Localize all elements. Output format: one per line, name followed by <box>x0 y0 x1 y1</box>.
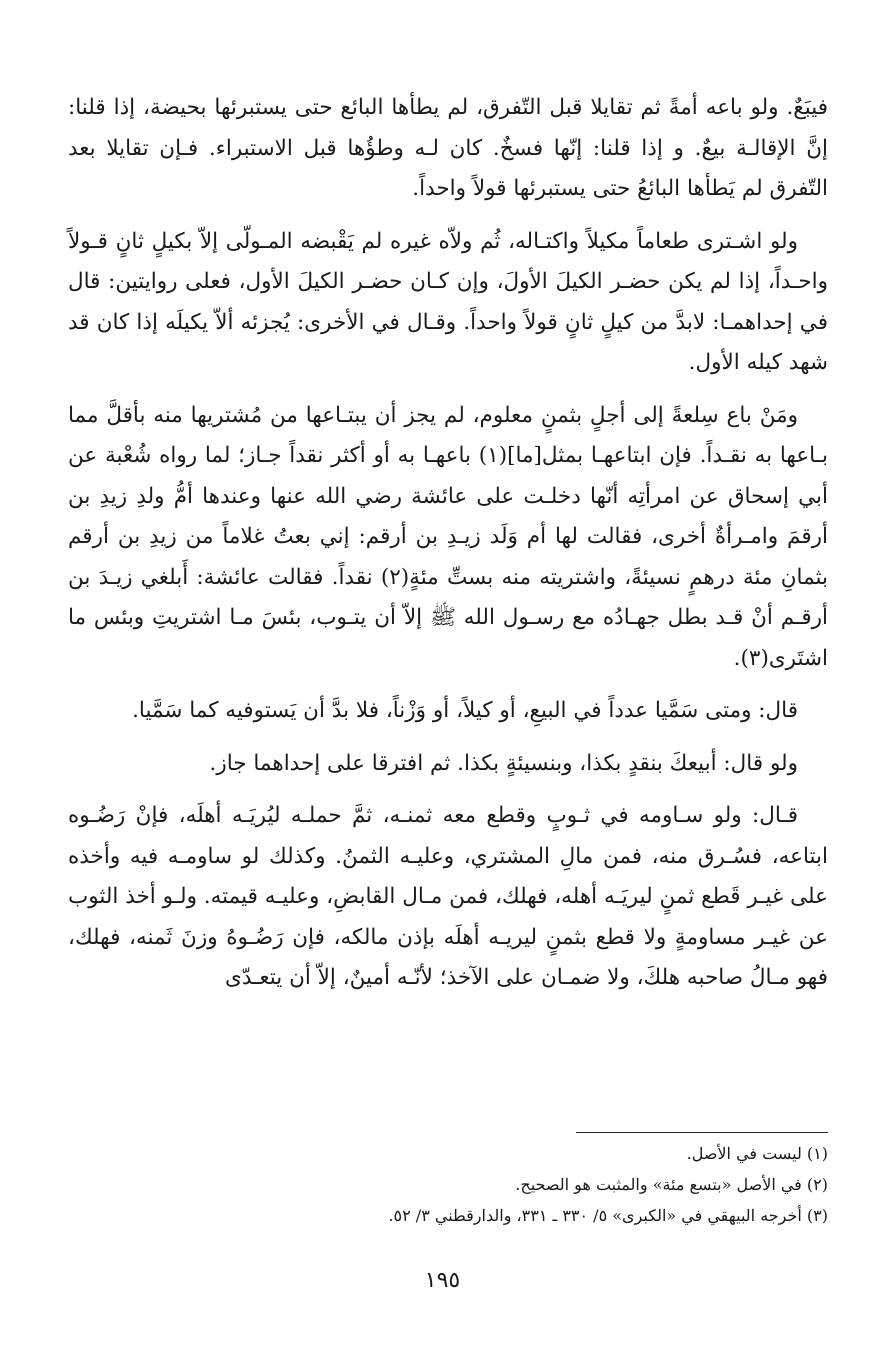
footnote-1: (١) ليست في الأصل. <box>686 1144 828 1163</box>
paragraph-4: قال: ومتى سَمَّيا عدداً في البيعِ، أو كيلاً، أو وَزْناً، فلا بدَّ أن يَستوفيه كما سَمَّيا. <box>132 698 798 723</box>
page-number: ١٩٥ <box>424 1268 461 1293</box>
footnote-3: (٣) أخرجه البيهقي في «الكبرى» ٥/ ٣٣٠ ـ ٣٣١، والدارقطني ٣/ ٥٢. <box>388 1206 828 1225</box>
paragraph-1: فيبَعٌ. ولو باعه أمةً ثم تقايلا قبل التّفرق، لم يطأها البائع حتى يستبرئها بحيضة، إذا قلنا: إنَّ الإقالـة بيعٌ. و إذا قلنا: إنّها فسخٌ. كان لـه وطؤُها قبل الاستبراء. فـإن تقايلا بعد التّفرق لم يَطأها البائعُ حتى يستبرئها قولاً واحداً. <box>68 95 828 201</box>
paragraph-2: ولو اشـترى طعاماً مكيلاً واكتـاله، ثُم ولاّه غيره لم يَقْبضه المـولّى إلاّ بكيلٍ ثانٍ قـولاً واحـداً، إذا لم يكن حضـر الكيلَ الأولَ، وإن كـان حضـر الكيلَ الأول، فعلى روايتين: قال في إحداهمـا: لابدَّ من كيلٍ ثانٍ قولاً واحداً. وقـال في الأخرى: يُجزئه ألاّ يكيلَه إذا كان قد شهد كيله الأول. <box>68 228 828 375</box>
footnote-2: (٢) في الأصل «بتسع مئة» والمثبت هو الصحيح. <box>515 1175 828 1194</box>
paragraph-5: ولو قال: أبيعكَ بنقدٍ بكذا، وبنسيئةٍ بكذا. ثم افترقا على إحداهما جاز. <box>209 750 798 776</box>
paragraph-3: ومَنْ باع سِلعةً إلى أجلٍ بثمنٍ معلوم، لم يجز أن يبتـاعها من مُشتريها منه بأقلَّ مما بـاعها به نقـداً. فإن ابتاعهـا بمثل[ما](١) باعهـا به أو أكثر نقداً جـاز؛ لما رواه شُعْبة عن أبي إسحاق عن امرأتِه أنّها دخلـت على عائشة رضي الله عنها وعندها أمُّ ولدِ زيدِ بن أرقمَ وامـرأةٌ أخرى، فقالت لها أم وَلَد زيـدِ بن أرقم: إني بعتُ غلاماً من زيدِ بن أرقم بثمانِ مئة درهمٍ نسيئةً، واشتريته منه بستِّ مئةٍ(٢) نقداً. فقالت عائشة: أَبلغي زيـدَ بن أرقـم أنْ قـد بطل جهـادُه مع رسـول الله ﷺ إلاّ أن يتـوب، بئسَ مـا اشتريتِ وبئس ما اشتَرى(٣). <box>68 402 828 671</box>
footnote-separator <box>576 1132 828 1133</box>
paragraph-6: قـال: ولو سـاومه في ثـوبٍ وقطع معه ثمنـه، ثمَّ حملـه ليُريَـه أهلَه، فإنْ رَضُـوه ابتاعه، فسُـرق منه، فمن مالِ المشتري، وعليـه الثمنُ. وكذلك لو ساومـه فيه وأخذه على غيـر قَطع ثمنٍ ليريَـه أهله، فهلك، فمن مـال القابضِ، وعليـه قيمته. ولـو أخذ الثوب عن غيـر مساومةٍ ولا قطع بثمنٍ ليريـه أهلَه بإذن مالكه، فإن رَضُـوهُ وزنَ ثَمنه، فهلك، فهو مـالُ صاحبه هلكَ، ولا ضمـان على الآخذ؛ لأنّـه أمينٌ، إلاّ أن يتعـدّى <box>68 803 828 990</box>
footnotes <box>108 1138 828 1231</box>
main-text <box>68 88 828 1011</box>
